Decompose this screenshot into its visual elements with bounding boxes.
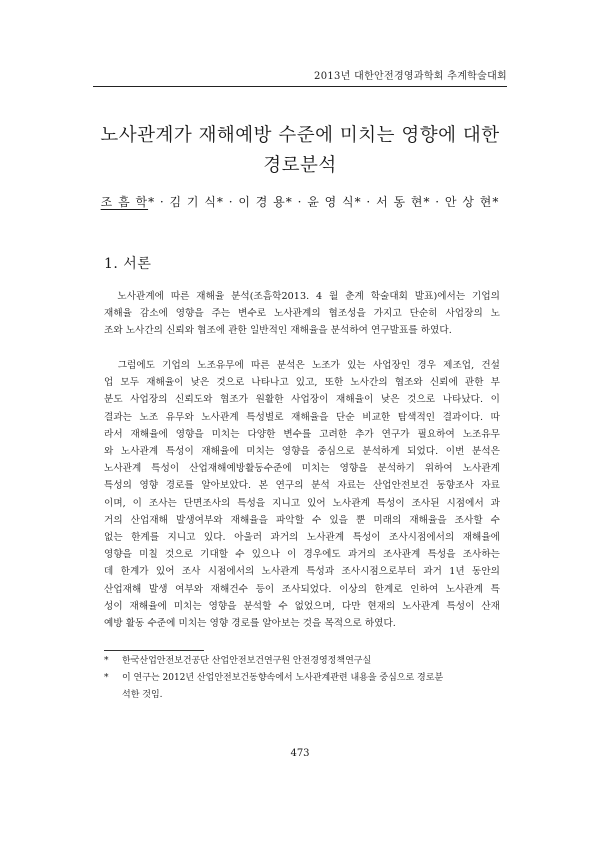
page-number: 473 <box>290 748 310 759</box>
text-line: 업 모두 재해율이 낮은 것으로 나타나고 있고, 또한 노사간의 협조와 신뢰에 관한 부 <box>104 377 500 389</box>
text-line: 조와 노사간의 신뢰와 협조에 관한 일반적인 재해율을 분석하여 연구발표를 하였다. <box>104 325 452 337</box>
paragraph-2 <box>104 357 500 632</box>
text-line: 이며, 이 조사는 단면조사의 특성을 지니고 있어 노사관계 특성이 조사된 시점에서 과 <box>104 497 500 509</box>
text-line: 분도 사업장의 신뢰도와 협조가 원활한 사업장이 재해율이 낮은 것으로 나타났다. 이 <box>104 394 500 406</box>
text-line: 없는 한계를 지니고 있다. 아울러 과거의 노사관계 특성이 조사시점에서의 재해율에 <box>104 532 500 544</box>
co-authors: · 김 기 식* · 이 경 용* · 윤 영 식* · 서 동 현* · 안 상 현* <box>159 195 500 209</box>
footnote-line: 이 연구는 2012년 산업안전보건동향속에서 노사관계관련 내용을 중심으로 경로분 <box>122 673 444 683</box>
text-line: 영향을 미칠 것으로 기대할 수 있으나 이 경우에도 과거의 조사관계 특성을 조사하는 <box>104 549 500 561</box>
first-author-mark: * <box>148 195 156 209</box>
text-line: 그럼에도 기업의 노조유무에 따른 분석은 노조가 있는 사업장인 경우 제조업, 건설 <box>104 360 500 371</box>
footnotes <box>104 653 500 704</box>
footnote-mark: * <box>104 673 109 683</box>
footnote-2 <box>104 670 500 704</box>
paper-title-line-1: 노사관계가 재해예방 수준에 미치는 영향에 대한 <box>100 125 500 146</box>
text-line: 산업재해 발생 여부와 재해건수 등이 조사되었다. 이상의 한계로 인하여 노사관계 특 <box>104 583 500 595</box>
footnote-mark: * <box>104 656 109 666</box>
footnote-line: 석한 것임. <box>122 690 163 700</box>
text-line: 성이 재해율에 미치는 영향을 분석할 수 없었으며, 다만 현재의 노사관계 특성이 산재 <box>104 600 500 612</box>
text-line: 결과는 노조 유무와 노사관계 특성별로 재해율을 단순 비교한 탐색적인 결과이다. 따 <box>104 411 500 423</box>
section-heading: 1. 서론 <box>104 256 152 272</box>
text-line: 노사관계에 따른 재해율 분석(조흠학2013. 4 월 춘계 학술대회 발표)에서는 기업의 <box>104 291 500 302</box>
author-list <box>93 193 507 210</box>
text-line: 예방 활동 수준에 미치는 영향 경로를 알아보는 것을 목적으로 하였다. <box>104 618 396 630</box>
text-line: 거의 산업재해 발생여부와 재해율을 파악할 수 있을 뿐 미래의 재해율을 조사할 수 <box>104 514 500 526</box>
first-author: 조 흠 학 <box>100 195 149 209</box>
paper-title <box>93 121 507 181</box>
text-line: 라서 재해율에 영향을 미치는 다양한 변수를 고려한 추가 연구가 필요하여 노조유무 <box>104 428 500 440</box>
footnote-1 <box>104 653 500 670</box>
paragraph-1 <box>104 288 500 340</box>
footnote-rule <box>104 650 204 651</box>
footnote-line: 한국산업안전보건공단 산업안전보건연구원 안전경영정책연구실 <box>122 656 372 666</box>
text-line: 특성의 영향 경로를 알아보았다. 본 연구의 분석 자료는 산업안전보건 동향조사 자료 <box>104 480 500 492</box>
text-line: 노사관계 특성이 산업재해예방활동수준에 미치는 영향을 분석하기 위하여 노사관계 <box>104 463 500 475</box>
text-line: 와 노사관계 특성이 재해율에 미치는 영향을 중심으로 분석하게 되었다. 이번 분석은 <box>104 446 500 458</box>
paper-title-line-2: 경로분석 <box>263 155 337 176</box>
text-line: 재해율 감소에 영향을 주는 변수로 노사관계의 협조성을 가지고 단순히 사업장의 노 <box>104 308 500 320</box>
text-line: 데 한계가 있어 조사 시점에서의 노사관계 특성과 조사시점으로부터 과거 1년 동안의 <box>104 566 500 578</box>
header-rule <box>93 86 507 87</box>
running-header: 2013년 대한안전경영과학회 추계학술대회 <box>314 71 507 82</box>
